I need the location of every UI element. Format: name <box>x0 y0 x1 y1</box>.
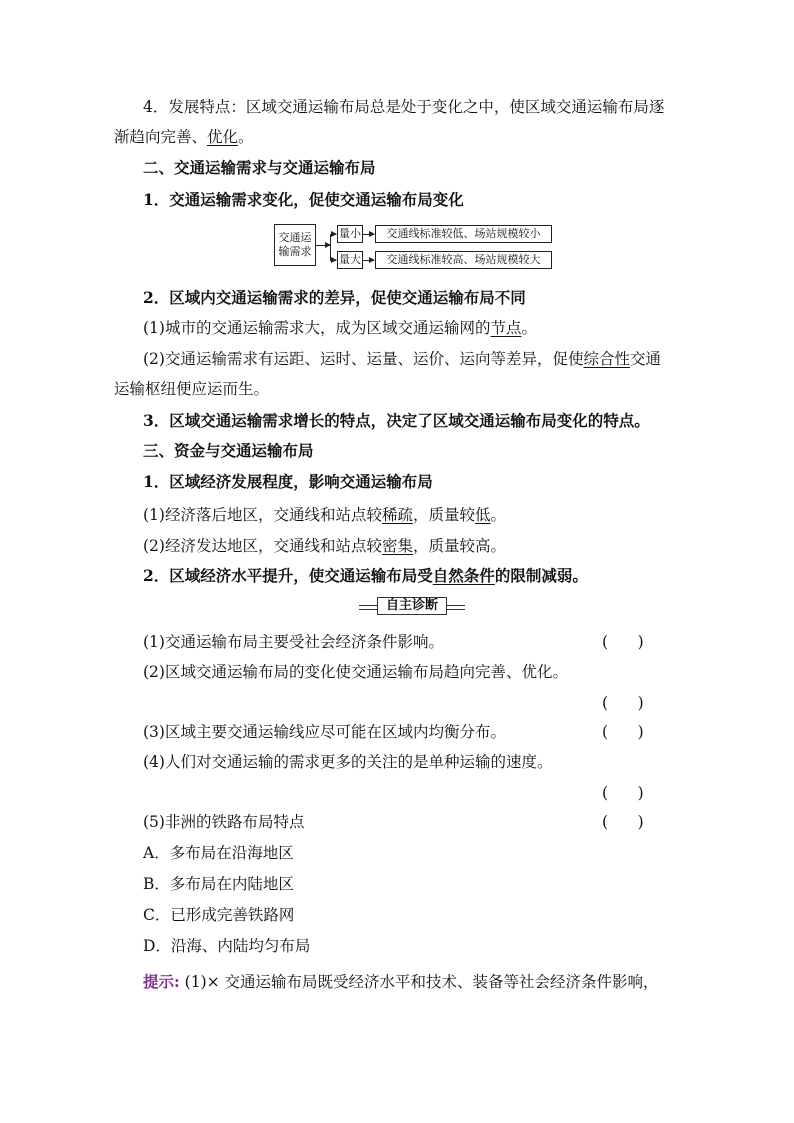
diagram-arrow-small-in <box>330 234 336 235</box>
section-heading-capital: 三、资金与交通运输布局 <box>143 441 314 460</box>
diagram-small-box: 量小 <box>337 225 363 243</box>
subheading-economic-level: 2．区域经济水平提升，使交通运输布局受自然条件的限制减弱。 <box>143 566 588 585</box>
underlined-term: 节点 <box>490 319 522 337</box>
answer-blank-2[interactable]: ( ) <box>602 694 644 712</box>
quiz-item-2: (2)区域交通运输布局的变化使交通运输布局趋向完善、优化。 <box>143 663 568 681</box>
subheading-economy: 1．区域经济发展程度，影响交通运输布局 <box>143 472 433 491</box>
diagram-source-box: 交通运 输需求 <box>274 224 316 266</box>
underlined-term: 稀疏 <box>381 506 413 524</box>
subheading-demand-change: 1．交通运输需求变化，促使交通运输布局变化 <box>143 190 464 209</box>
answer-blank-3[interactable]: ( ) <box>602 723 644 741</box>
underlined-term: 低 <box>475 506 491 524</box>
diagram-connector <box>316 245 330 246</box>
option-b: B．多布局在内陆地区 <box>143 875 294 893</box>
underlined-term: 自然条件 <box>432 566 495 585</box>
self-diagnosis-banner <box>359 597 465 615</box>
underlined-term: 密集 <box>381 537 413 555</box>
hint-line <box>143 972 659 992</box>
section-heading-demand: 二、交通运输需求与交通运输布局 <box>143 158 376 177</box>
point-city-demand: (1)城市的交通运输需求大，成为区域交通运输网的节点。 <box>143 319 537 337</box>
diagram-small-result: 交通线标准较低、场站规模较小 <box>375 225 552 243</box>
point-underdeveloped: (1)经济落后地区，交通线和站点较稀疏，质量较低。 <box>143 506 507 524</box>
point-hub: (2)交通运输需求有运距、运时、运量、运价、运向等差异，促使综合性交通 <box>143 350 661 368</box>
quiz-item-3: (3)区域主要交通运输线应尽可能在区域内均衡分布。 <box>143 723 506 741</box>
demand-diagram <box>274 222 554 270</box>
hint-label: 提示: <box>143 972 180 991</box>
point-hub-cont: 运输枢纽便应运而生。 <box>114 380 270 398</box>
answer-blank-1[interactable]: ( ) <box>602 633 644 651</box>
option-a: A．多布局在沿海地区 <box>143 844 294 862</box>
subheading-demand-growth: 3．区域交通运输需求增长的特点，决定了区域交通运输布局变化的特点。 <box>143 411 650 430</box>
hint-text: (1)× 交通运输布局既受经济水平和技术、装备等社会经济条件影响， <box>179 973 659 991</box>
underlined-term: 优化 <box>207 128 239 146</box>
answer-blank-4[interactable]: ( ) <box>602 784 644 802</box>
option-d: D．沿海、内陆均匀布局 <box>143 937 311 955</box>
diagram-arrow-large-in <box>330 260 336 261</box>
development-feature-line-2: 渐趋向完善、优化。 <box>114 128 254 146</box>
diagram-large-box: 量大 <box>337 251 363 269</box>
underlined-term: 综合性 <box>583 350 630 368</box>
quiz-item-1: (1)交通运输布局主要受社会经济条件影响。 <box>143 633 444 651</box>
answer-blank-5[interactable]: ( ) <box>602 813 644 831</box>
diagram-arrow-large-out <box>363 260 374 261</box>
banner-label: 自主诊断 <box>377 597 447 615</box>
subheading-demand-difference: 2．区域内交通运输需求的差异，促使交通运输布局不同 <box>143 288 526 307</box>
quiz-item-5: (5)非洲的铁路布局特点 <box>143 813 305 831</box>
development-feature-line: 4．发展特点：区域交通运输布局总是处于变化之中，使区域交通运输布局逐 <box>143 98 665 116</box>
point-developed: (2)经济发达地区，交通线和站点较密集，质量较高。 <box>143 537 506 555</box>
quiz-item-4: (4)人们对交通运输的需求更多的关注的是单种运输的速度。 <box>143 753 553 771</box>
diagram-large-result: 交通线标准较高、场站规模较大 <box>375 251 552 269</box>
diagram-arrow-small-out <box>363 234 374 235</box>
option-c: C．已形成完善铁路网 <box>143 906 295 924</box>
